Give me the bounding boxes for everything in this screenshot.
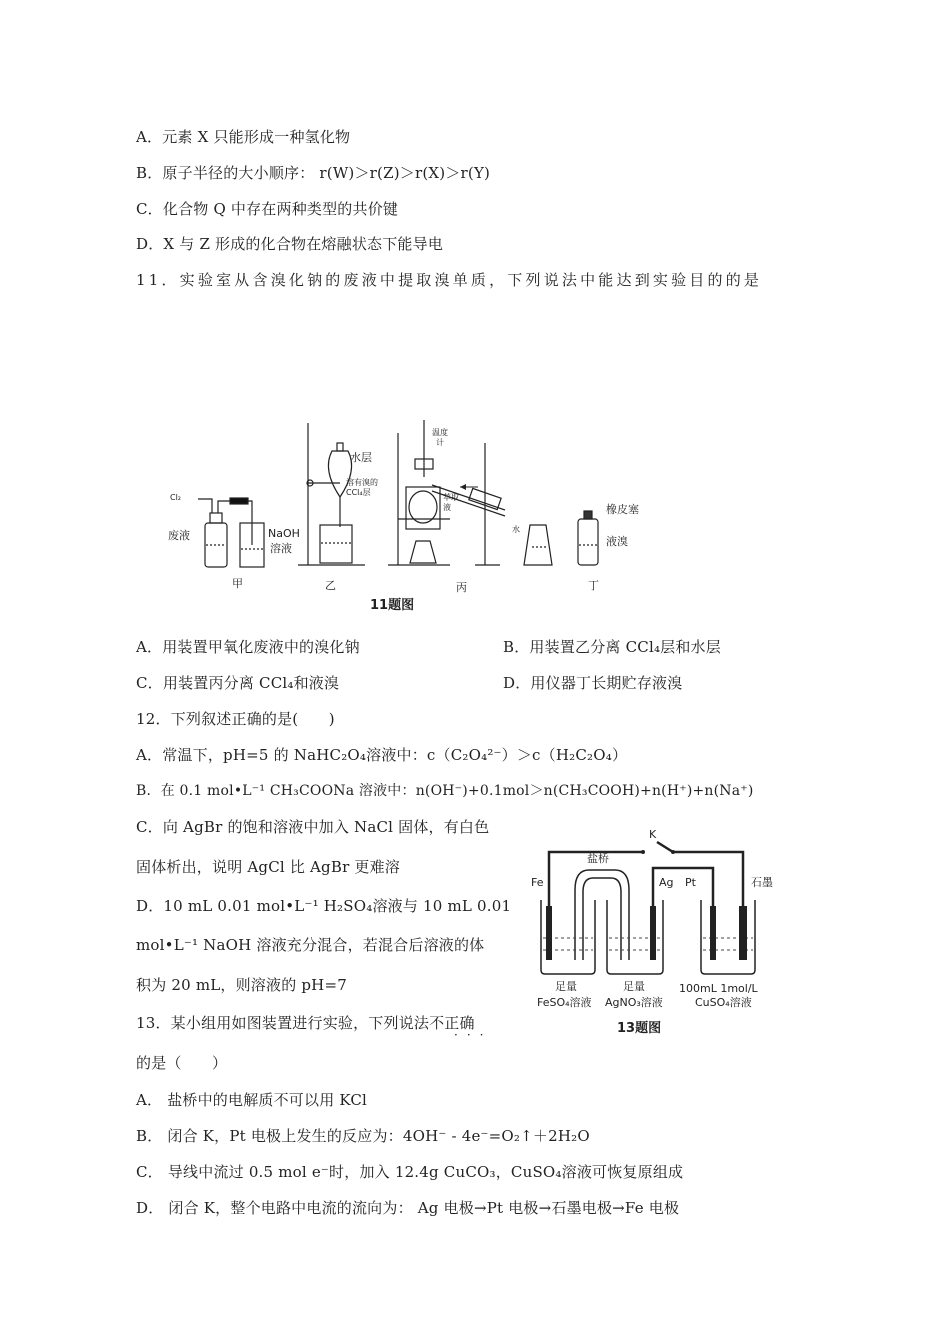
q12-option-c-line1: C．向 AgBr 的饱和溶液中加入 NaCl 固体，有白色 [136,818,490,836]
figure-11-caption: 11题图 [370,598,415,613]
apparatus-bing [388,420,552,565]
label-feiye: 废液 [168,529,190,542]
q10-option-d: D．X 与 Z 形成的化合物在熔融状态下能导电 [136,235,444,253]
label-ccl4-1: 溶有溴的 [346,478,378,487]
label-pt: Pt [685,876,696,889]
label-shuiceng: 水层 [350,451,372,464]
label-yanqiao: 盐桥 [587,852,609,865]
q13-stem-line1: 13．某小组用如图装置进行实验，下列说法不正确 [136,1014,475,1032]
apparatus-ding [578,511,598,565]
label-k: K [649,828,657,841]
label-wenduji-2: 计 [436,438,444,447]
label-cuso4: CuSO₄溶液 [695,996,752,1009]
q13-option-a: A． 盐桥中的电解质不可以用 KCl [136,1091,368,1109]
label-feso4: FeSO₄溶液 [537,996,592,1009]
label-naoh: NaOH [268,527,300,540]
label-naoh-solution: 溶液 [270,542,292,555]
label-jiaoti-1: 萃取 [443,493,459,502]
label-fe: Fe [531,876,544,889]
q11-option-a: A．用装置甲氧化废液中的溴化钠 [136,638,360,656]
label-yexiu: 液溴 [606,535,628,548]
q10-option-c: C．化合物 Q 中存在两种类型的共价键 [136,200,399,218]
label-zuliang-1: 足量 [555,980,577,993]
electrodes [546,906,747,960]
q13-option-d: D． 闭合 K，整个电路中电流的流向为： Ag 电极→Pt 电极→石墨电极→Fe 电极 [136,1199,680,1217]
q12-option-d-line3: 积为 20 mL，则溶液的 pH=7 [136,976,347,994]
label-jia: 甲 [232,577,243,590]
q13-stem-line2: 的是（ ） [136,1054,228,1072]
label-ccl4-2: CCl₄层 [346,488,371,497]
label-jiaoti-2: 液 [443,503,451,512]
label-cl2: Cl₂ [170,493,182,502]
label-wenduji-1: 温度 [432,428,448,437]
apparatus-jia [198,498,264,567]
label-bing: 丙 [456,581,467,594]
label-ag: Ag [659,876,674,889]
label-xiangpisai: 橡皮塞 [606,503,639,516]
q12-option-d-line1: D．10 mL 0.01 mol•L⁻¹ H₂SO₄溶液与 10 mL 0.01 [136,897,512,915]
label-shui: 水 [512,525,520,534]
label-ding: 丁 [588,579,599,592]
label-agno3: AgNO₃溶液 [605,996,663,1009]
q12-option-d-line2: mol•L⁻¹ NaOH 溶液充分混合，若混合后溶液的体 [136,936,485,954]
q11-option-d: D．用仪器丁长期贮存液溴 [503,674,683,692]
q13-option-b: B． 闭合 K，Pt 电极上发生的反应为：4OH⁻ - 4e⁻=O₂↑＋2H₂O [136,1127,590,1145]
q12-option-b: B．在 0.1 mol•L⁻¹ CH₃COONa 溶液中：n(OH⁻)+0.1mol＞n(CH₃COOH)+n(H⁺)+n(Na⁺) [136,783,754,799]
q11-stem: 11．实验室从含溴化钠的废液中提取溴单质，下列说法中能达到实验目的的是 [136,271,763,289]
q11-option-b: B．用装置乙分离 CCl₄层和水层 [503,638,721,656]
electrolysis-cells [541,870,755,974]
q10-option-a: A．元素 X 只能形成一种氢化物 [136,128,351,146]
q12-stem: 12．下列叙述正确的是( ) [136,710,335,728]
figure-13-caption: 13题图 [617,1021,662,1036]
label-shimo: 石墨 [751,876,773,889]
q13-figure [525,820,795,1045]
q11-figure [160,415,660,615]
q13-option-c: C． 导线中流过 0.5 mol e⁻时，加入 12.4g CuCO₃，CuSO₄溶液可恢复原组成 [136,1163,684,1181]
q12-option-a: A．常温下，pH=5 的 NaHC₂O₄溶液中：c（C₂O₄²⁻）＞c（H₂C₂O₄） [136,746,628,764]
label-zuliang-2: 足量 [623,980,645,993]
q11-option-c: C．用装置丙分离 CCl₄和液溴 [136,674,340,692]
label-yi: 乙 [325,579,336,592]
q12-option-c-line2: 固体析出，说明 AgCl 比 AgBr 更难溶 [136,858,401,876]
label-cuso4-conc: 100mL 1mol/L [679,982,758,995]
emphasis-dots: ··· [454,1028,493,1042]
q10-option-b: B．原子半径的大小顺序： r(W)＞r(Z)＞r(X)＞r(Y) [136,164,491,182]
